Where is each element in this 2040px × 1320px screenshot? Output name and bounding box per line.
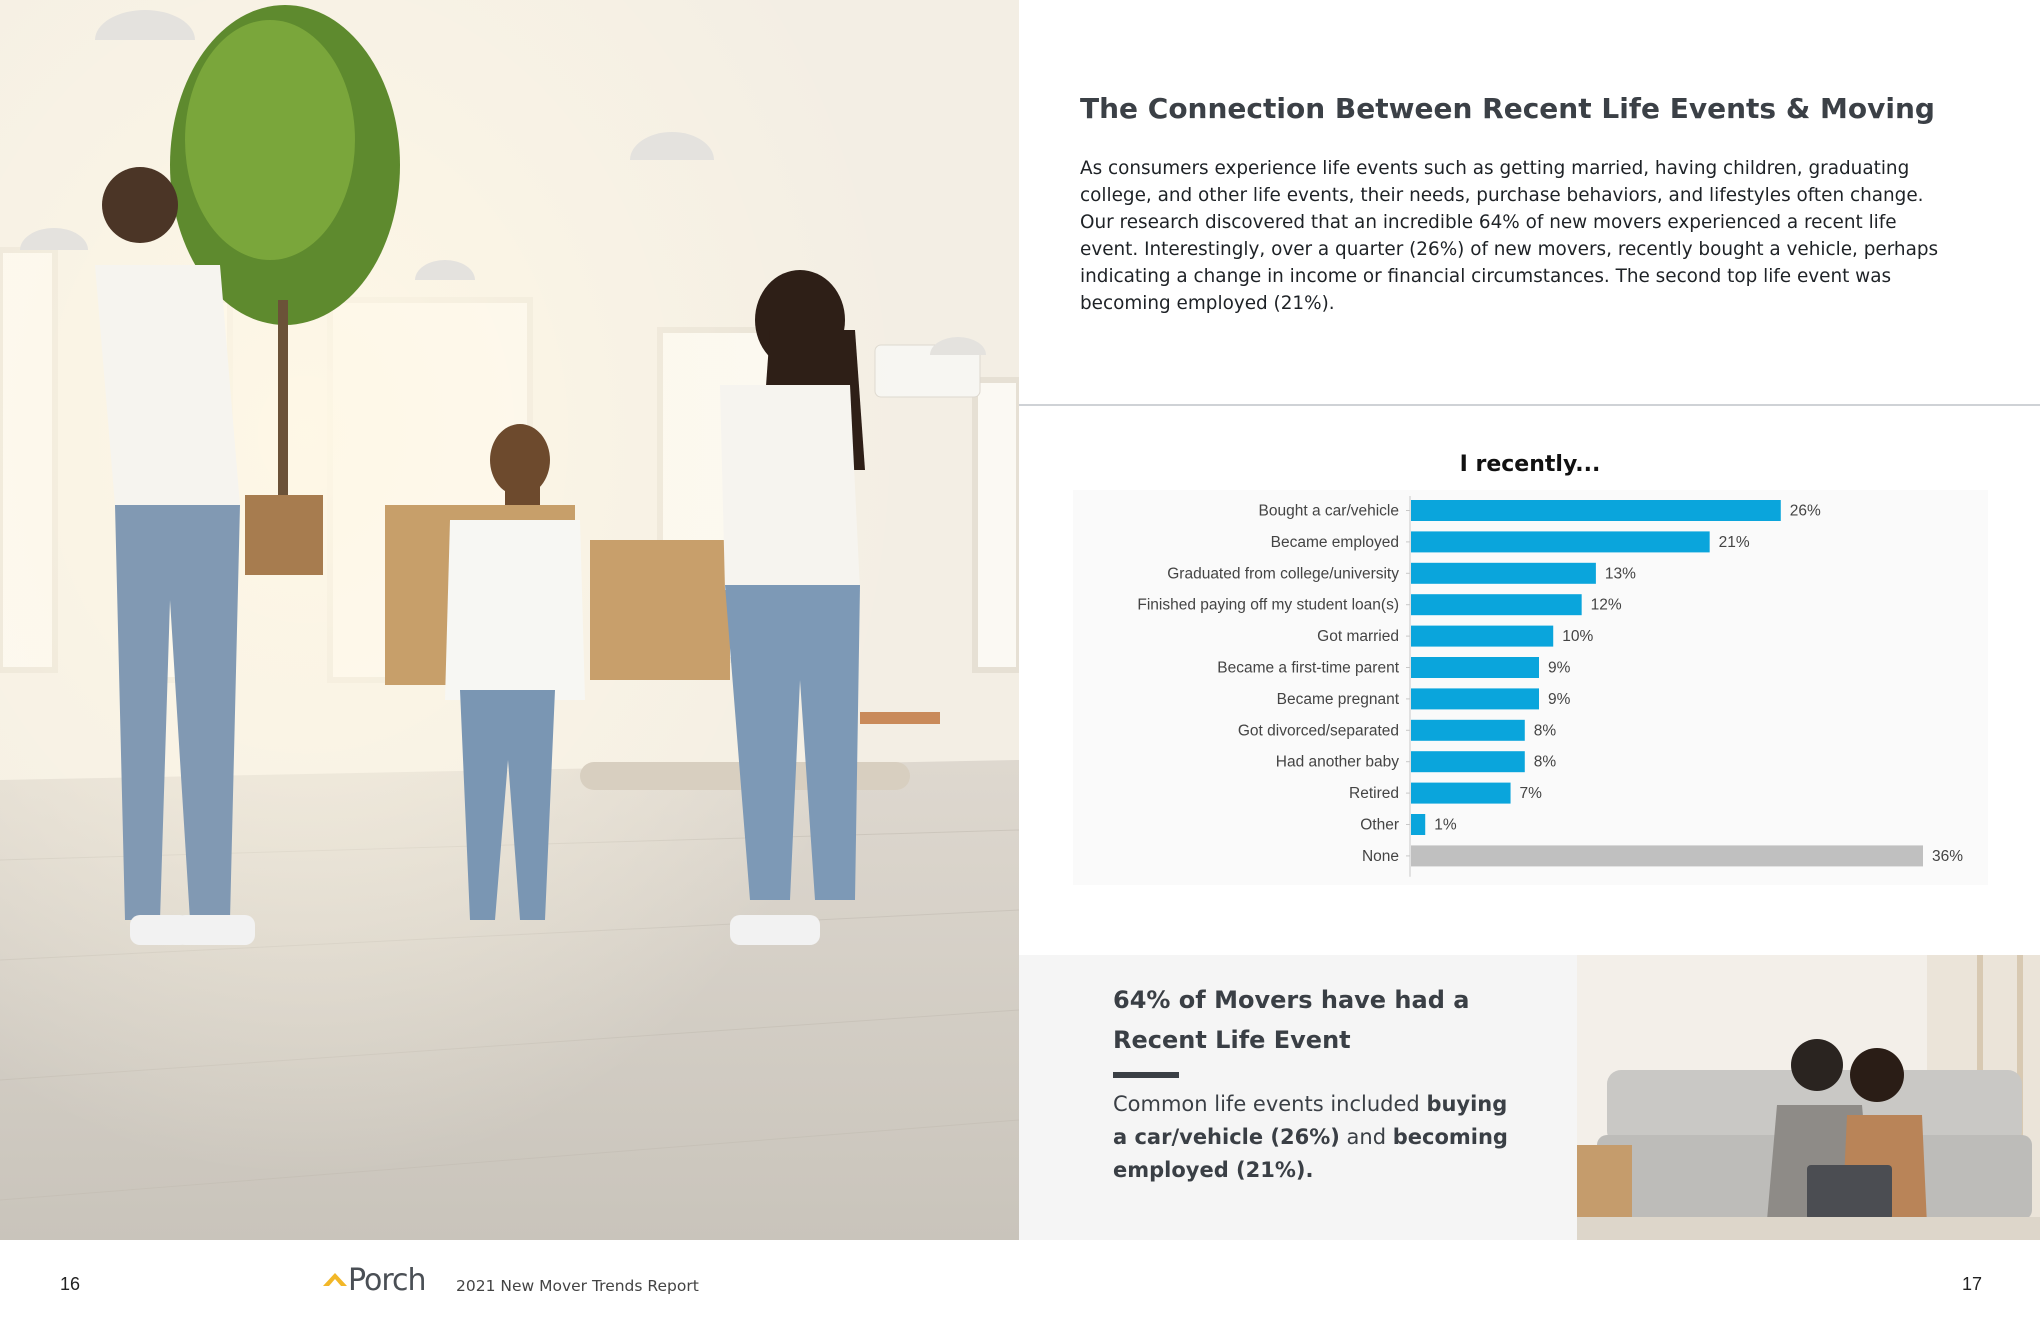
page-number-right: 17 [1962, 1274, 1983, 1294]
porch-roof-icon [322, 1270, 348, 1290]
category-label: Finished paying off my student loan(s) [1137, 596, 1399, 614]
value-label: 8% [1533, 722, 1557, 740]
callout-body-text-2: and [1339, 1125, 1393, 1149]
bar [1411, 751, 1525, 772]
section-divider [1019, 404, 2040, 406]
bar [1411, 563, 1596, 584]
couple-on-sofa-photo [1577, 955, 2040, 1240]
callout-heading: 64% of Movers have had a Recent Life Event [1113, 986, 1470, 1054]
category-label: Got divorced/separated [1237, 722, 1399, 740]
bar [1411, 845, 1923, 866]
value-label: 9% [1548, 659, 1571, 677]
category-label: Became employed [1270, 533, 1399, 551]
value-label: 9% [1548, 690, 1571, 708]
category-label: None [1361, 847, 1399, 865]
category-label: Bought a car/vehicle [1258, 502, 1399, 520]
callout-body [1113, 1088, 1513, 1187]
category-label: Graduated from college/university [1167, 565, 1399, 583]
page-title: The Connection Between Recent Life Events & Moving [1080, 92, 1935, 125]
logo-text: Porch [348, 1262, 426, 1298]
bar [1411, 500, 1781, 521]
callout-body-bold-2: becoming employed (21%). [1113, 1125, 1508, 1182]
bar [1411, 814, 1425, 835]
category-label: Got married [1317, 628, 1399, 646]
value-label: 21% [1718, 533, 1750, 551]
intro-paragraph: As consumers experience life events such as getting married, having children, graduating college, and other life events, their needs, purchase behaviors, and lifestyles often change. Our research discovered that an incredible 64% of new movers experienced a recent life event. Interestingly, over a quarter (26%) of new movers, recently bought a vehicle, perhaps indicating a change in income or financial circumstances. The second top life event was becoming employed (21%). [1080, 158, 1939, 314]
porch-logo [322, 1262, 426, 1298]
report-name: 2021 New Mover Trends Report [456, 1277, 699, 1295]
value-label: 26% [1789, 502, 1821, 520]
value-label: 12% [1590, 596, 1622, 614]
bar [1411, 531, 1710, 552]
category-label: Became pregnant [1276, 690, 1399, 708]
category-label: Other [1360, 816, 1399, 834]
family-moving-photo [0, 0, 1019, 1240]
category-label: Became a first-time parent [1217, 659, 1399, 677]
bar [1411, 594, 1582, 615]
bar [1411, 626, 1553, 647]
bar [1411, 783, 1511, 804]
life-events-bar-chart [1073, 490, 1988, 890]
value-label: 36% [1932, 847, 1964, 865]
category-label: Retired [1349, 785, 1399, 803]
value-label: 7% [1519, 785, 1542, 803]
callout-rule [1113, 1072, 1179, 1078]
value-label: 13% [1604, 565, 1636, 583]
bar [1411, 688, 1539, 709]
value-label: 1% [1434, 816, 1457, 834]
bar [1411, 657, 1539, 678]
chart-title: I recently... [1459, 452, 1601, 477]
bar [1411, 720, 1525, 741]
page-number-left: 16 [60, 1274, 81, 1294]
callout-body-bold-1: buying a car/vehicle (26%) [1113, 1092, 1508, 1149]
value-label: 8% [1533, 753, 1557, 771]
category-label: Had another baby [1275, 753, 1399, 771]
value-label: 10% [1562, 628, 1594, 646]
callout-body-text-1: Common life events included [1113, 1092, 1427, 1116]
